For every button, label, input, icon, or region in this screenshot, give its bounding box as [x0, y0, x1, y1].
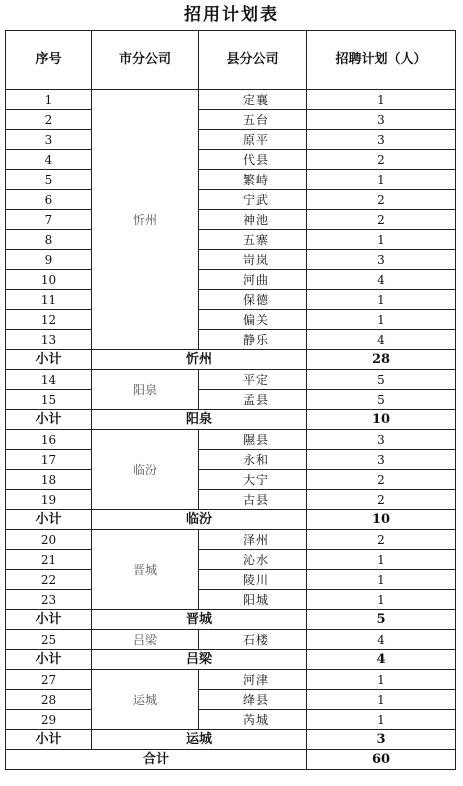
county-cell: 岢岚: [199, 250, 307, 270]
plan-cell: 5: [307, 370, 456, 390]
plan-cell: 3: [307, 110, 456, 130]
row-no: 9: [6, 250, 92, 270]
county-cell: 大宁: [199, 470, 307, 490]
table-row: [6, 250, 456, 270]
row-no: 21: [6, 550, 92, 570]
plan-cell: 1: [307, 710, 456, 730]
subtotal-city: 运城: [92, 730, 307, 750]
subtotal-label: 小计: [6, 350, 92, 370]
table-row: [6, 490, 456, 510]
row-no: 3: [6, 130, 92, 150]
county-cell: 偏关: [199, 310, 307, 330]
county-cell: 陵川: [199, 570, 307, 590]
table-row: [6, 530, 456, 550]
subtotal-row: [6, 350, 456, 370]
county-cell: 原平: [199, 130, 307, 150]
plan-cell: 2: [307, 210, 456, 230]
county-cell: 静乐: [199, 330, 307, 350]
subtotal-value: 3: [307, 730, 456, 750]
subtotal-row: [6, 410, 456, 430]
table-row: [6, 310, 456, 330]
plan-cell: 1: [307, 310, 456, 330]
subtotal-label: 小计: [6, 510, 92, 530]
plan-cell: 3: [307, 250, 456, 270]
table-row: [6, 290, 456, 310]
header-no: 序号: [6, 31, 92, 90]
total-value: 60: [307, 750, 456, 770]
total-row: [6, 750, 456, 770]
city-cell: 阳泉: [92, 370, 199, 410]
subtotal-city: 忻州: [92, 350, 307, 370]
row-no: 20: [6, 530, 92, 550]
table-row: [6, 590, 456, 610]
subtotal-value: 4: [307, 650, 456, 670]
county-cell: 芮城: [199, 710, 307, 730]
table-row: [6, 630, 456, 650]
county-cell: 平定: [199, 370, 307, 390]
table-row: [6, 670, 456, 690]
table-row: [6, 470, 456, 490]
subtotal-city: 阳泉: [92, 410, 307, 430]
subtotal-label: 小计: [6, 610, 92, 630]
plan-cell: 2: [307, 470, 456, 490]
plan-cell: 2: [307, 150, 456, 170]
table-row: [6, 430, 456, 450]
plan-cell: 3: [307, 130, 456, 150]
row-no: 15: [6, 390, 92, 410]
subtotal-value: 10: [307, 410, 456, 430]
row-no: 13: [6, 330, 92, 350]
plan-cell: 2: [307, 530, 456, 550]
row-no: 19: [6, 490, 92, 510]
plan-cell: 4: [307, 270, 456, 290]
table-row: [6, 190, 456, 210]
subtotal-city: 吕梁: [92, 650, 307, 670]
table-row: [6, 710, 456, 730]
subtotal-label: 小计: [6, 410, 92, 430]
county-cell: 阳城: [199, 590, 307, 610]
subtotal-city: 临汾: [92, 510, 307, 530]
city-cell: 运城: [92, 670, 199, 730]
county-cell: 繁峙: [199, 170, 307, 190]
subtotal-value: 10: [307, 510, 456, 530]
row-no: 23: [6, 590, 92, 610]
table-row: [6, 170, 456, 190]
subtotal-label: 小计: [6, 650, 92, 670]
row-no: 27: [6, 670, 92, 690]
row-no: 14: [6, 370, 92, 390]
plan-cell: 1: [307, 570, 456, 590]
table-row: [6, 690, 456, 710]
plan-cell: 3: [307, 450, 456, 470]
county-cell: 保德: [199, 290, 307, 310]
plan-cell: 1: [307, 690, 456, 710]
county-cell: 神池: [199, 210, 307, 230]
plan-cell: 3: [307, 430, 456, 450]
recruitment-plan-table: [5, 30, 456, 770]
row-no: 17: [6, 450, 92, 470]
county-cell: 绛县: [199, 690, 307, 710]
subtotal-value: 28: [307, 350, 456, 370]
row-no: 6: [6, 190, 92, 210]
table-row: [6, 390, 456, 410]
header-plan: 招聘计划（人）: [307, 31, 456, 90]
plan-cell: 1: [307, 550, 456, 570]
table-row: [6, 210, 456, 230]
row-no: 4: [6, 150, 92, 170]
subtotal-row: [6, 730, 456, 750]
county-cell: 石楼: [199, 630, 307, 650]
plan-cell: 1: [307, 290, 456, 310]
plan-cell: 1: [307, 670, 456, 690]
county-cell: 沁水: [199, 550, 307, 570]
header-city: 市分公司: [92, 31, 199, 90]
table-row: [6, 90, 456, 110]
row-no: 22: [6, 570, 92, 590]
county-cell: 孟县: [199, 390, 307, 410]
table-row: [6, 570, 456, 590]
subtotal-row: [6, 610, 456, 630]
row-no: 12: [6, 310, 92, 330]
county-cell: 河津: [199, 670, 307, 690]
subtotal-label: 小计: [6, 730, 92, 750]
table-row: [6, 330, 456, 350]
row-no: 5: [6, 170, 92, 190]
table-row: [6, 110, 456, 130]
row-no: 10: [6, 270, 92, 290]
county-cell: 代县: [199, 150, 307, 170]
plan-cell: 1: [307, 90, 456, 110]
county-cell: 泽州: [199, 530, 307, 550]
total-label: 合计: [6, 750, 307, 770]
city-cell: 吕梁: [92, 630, 199, 650]
table-row: [6, 150, 456, 170]
row-no: 8: [6, 230, 92, 250]
table-row: [6, 370, 456, 390]
county-cell: 定襄: [199, 90, 307, 110]
row-no: 29: [6, 710, 92, 730]
table-row: [6, 270, 456, 290]
header-county: 县分公司: [199, 31, 307, 90]
row-no: 28: [6, 690, 92, 710]
plan-cell: 4: [307, 330, 456, 350]
row-no: 18: [6, 470, 92, 490]
county-cell: 古县: [199, 490, 307, 510]
plan-cell: 1: [307, 230, 456, 250]
subtotal-value: 5: [307, 610, 456, 630]
subtotal-row: [6, 510, 456, 530]
table-row: [6, 450, 456, 470]
row-no: 7: [6, 210, 92, 230]
city-cell: 忻州: [92, 90, 199, 350]
table-row: [6, 550, 456, 570]
row-no: 16: [6, 430, 92, 450]
county-cell: 宁武: [199, 190, 307, 210]
subtotal-city: 晋城: [92, 610, 307, 630]
table-title: 招用计划表: [184, 5, 279, 25]
table-row: [6, 130, 456, 150]
city-cell: 临汾: [92, 430, 199, 510]
county-cell: 五寨: [199, 230, 307, 250]
subtotal-row: [6, 650, 456, 670]
plan-cell: 2: [307, 190, 456, 210]
header-row: [6, 31, 456, 90]
table-row: [6, 230, 456, 250]
county-cell: 隰县: [199, 430, 307, 450]
county-cell: 河曲: [199, 270, 307, 290]
plan-cell: 1: [307, 170, 456, 190]
row-no: 2: [6, 110, 92, 130]
row-no: 11: [6, 290, 92, 310]
county-cell: 五台: [199, 110, 307, 130]
plan-cell: 5: [307, 390, 456, 410]
row-no: 25: [6, 630, 92, 650]
county-cell: 永和: [199, 450, 307, 470]
plan-cell: 2: [307, 490, 456, 510]
row-no: 1: [6, 90, 92, 110]
plan-cell: 4: [307, 630, 456, 650]
city-cell: 晋城: [92, 530, 199, 610]
plan-cell: 1: [307, 590, 456, 610]
